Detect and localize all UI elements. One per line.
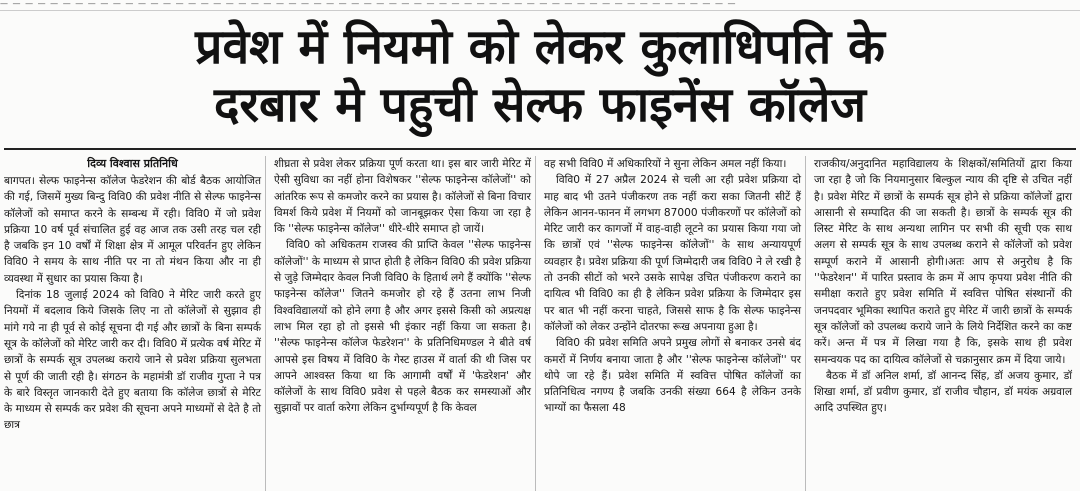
article-paragraph: दिनांक 18 जुलाई 2024 को विवि0 ने मेरिट जारी करते हुए नियमों में बदलाव किये जिसके लिए ना तो कॉलेजों से सुझाव ही मांगे गये ना ही पूर्व से कोई सूचना दी गई और छात्रों के बिना सम्पर्क सूत्र के कॉलेजों को मेरिट जारी कर दी। विवि0 में प्रत्येक वर्ष मेरिट में छात्रों के सम्पर्क सूत्र उपलब्ध कराये जाने से प्रवेश प्रक्रिया सुलभता से पूर्ण की जाती रही है। संगठन के महामंत्री डॉ राजीव गुप्ता ने पत्र के बारे विस्तृत जानकारी देते हुए बताया कि कॉलेज छात्रों से मेरिट के माध्यम से सम्पर्क कर प्रवेश की सूचना अपने माध्यमों से देते है तो छात्र [4, 289, 261, 432]
article-paragraph: बैठक में डॉ अनिल शर्मा, डॉ आनन्द सिंह, डॉ अजय कुमार, डॉ शिखा शर्मा, डॉ प्रवीण कुमार, डॉ राजीव चौहान, डॉ मयंक अग्रवाल आदि उपस्थित हुए। [814, 369, 1072, 415]
headline-line-2: दरबार मे पहुची सेल्फ फाइनेंस कॉलेज [213, 77, 867, 133]
headline-divider [4, 148, 1076, 150]
article-paragraph: विवि0 की प्रवेश समिति अपने प्रमुख लोगों से बनाकर उनसे बंद कमरों में निर्णय बनाया जाता है और ''सेल्फ फाइनेन्स कॉलेजों'' पर थोपे जा रहे हैं। प्रवेश समिति में स्ववित्त पोषित कॉलेजों का प्रतिनिधित्व नगण्य है जबकि उनकी संख्या 664 है लेकिन उनके भाग्यों का फैसला 48 [544, 337, 801, 415]
article-column-4 [814, 156, 1076, 491]
article-body [4, 156, 1076, 491]
article-paragraph: विवि0 में 27 अप्रैल 2024 से चली आ रही प्रवेश प्रक्रिया दो माह बाद भी उतने पंजीकरण तक नहीं करा सका जितनी सीटें हैं लेकिन आनन-फानन में लगभग 87000 पंजीकरणों पर कॉलेजों को मेरिट जारी कर कागजों में वाह-वाही लूटने का प्रयास किया गया जो कि छात्रों एवं ''सेल्फ फाइनेन्स कॉलेजों'' के साथ अन्यायपूर्ण व्यवहार है। प्रवेश प्रक्रिया की पूर्ण जिम्मेदारी जब विवि0 ने ले रखी है तो उनकी सीटों को भरने उसके सापेक्ष उचित पंजीकरण कराने का दायित्व भी विवि0 का ही है लेकिन प्रवेश प्रक्रिया के जिम्मेदार इस पर बात भी नहीं करना चाहते, जिससे साफ है कि सेल्फ फाइनेन्स कॉलेजों को लेकर उन्होंने दोतरफा रूख अपनाया हुआ है। [544, 174, 801, 333]
article-paragraph: वह सभी विवि0 में अधिकारियों ने सुना लेकिन अमल नहीं किया। [544, 158, 787, 170]
article-column-3 [544, 156, 806, 491]
byline: दिव्य विश्वास प्रतिनिधि [87, 157, 178, 170]
article-paragraph: राजकीय/अनुदानित महाविद्यालय के शिक्षकों/समितियों द्वारा किया जा रहा है जो कि नियमानुसार बिल्कुल न्याय की दृष्टि से उचित नहीं है। प्रवेश मेरिट में छात्रों के सम्पर्क सूत्र होने से प्रक्रिया कॉलेजों द्वारा आसानी से सम्पादित की जा सकती है। छात्रों के सम्पर्क सूत्र की लिस्ट मेरिट के साथ अन्यथा लागिन पर सभी की सूची एक साथ अलग से सम्पर्क सूत्र के साथ उपलब्ध कराने से कॉलेजों को प्रवेश सम्पूर्ण कराने में आसानी होगी।अतः आप से अनुरोध है कि ''फेडरेशन'' में पारित प्रस्ताव के क्रम में आप कृपया प्रवेश नीति की समीक्षा कराते हुए प्रवेश समिति में स्ववित्त पोषित संस्थानों की जनपदवार भूमिका स्थापित कराते हुए मेरिट में जारी छात्रों के सम्पर्क सूत्र कॉलेजों को उपलब्ध कराये जाने के लिये निर्देशित करने का कष्ट करें। अन्त में पत्र में लिखा गया है कि, इसके साथ ही प्रवेश समन्वयक पद का दायित्व कॉलेजों से चक्रानुसार क्रम में दिया जाये। [814, 158, 1072, 366]
article-paragraph: विवि0 को अधिकतम राजस्व की प्राप्ति केवल ''सेल्फ फाइनेन्स कॉलेजों'' के माध्यम से प्राप्त होती है लेकिन विवि0 की प्रवेश प्रक्रिया से जुड़े जिम्मेदार केवल निजी विवि0 के हितार्थ लगे हैं क्योंकि ''सेल्फ फाइनेन्स कॉलेज'' जितने कमजोर हो रहे हैं उतना लाभ निजी विश्वविद्यालयों को होने लगा है और अगर इससे किसी को अप्रत्यक्ष लाभ मिल रहा हो तो इससे भी इंकार नहीं किया जा सकता है। ''सेल्फ फाइनेन्स कॉलेज फेडरेशन'' के प्रतिनिधिमण्डल ने बीते वर्ष आपसे इस विषय में विवि0 के गेस्ट हाउस में वार्ता की थी जिस पर आपने आश्वस्त किया था कि आगामी वर्षों में 'फेडरेशन' और कॉलेजों के साथ विवि0 प्रवेश से पहले बैठक कर समस्याओं और सुझावों पर वार्ता करेगा लेकिन दुर्भाग्यपूर्ण है कि केवल [274, 239, 531, 415]
headline-line-1: प्रवेश में नियमो को लेकर कुलाधिपति के [195, 19, 885, 75]
article-paragraph: शीघ्रता से प्रवेश लेकर प्रक्रिया पूर्ण करता था। इस बार जारी मेरिट में ऐसी सुविधा का नहीं होना विशेषकर ''सेल्फ फाइनेन्स कॉलेजों'' को आंतरिक रूप से कमजोर करने का प्रयास है। कॉलेजों से बिना विचार विमर्श किये प्रवेश में नियमों को जानबूझकर ऐसा किया जा रहा है कि ''सेल्फ फाइनेन्स कॉलेज'' धीरे-धीरे समाप्त हो जायें। [274, 158, 531, 236]
article-paragraph: बागपत। सेल्फ फाइनेन्स कॉलेज फेडरेशन की बोर्ड बैठक आयोजित की गई, जिसमें मुख्य बिन्दु विवि0 की प्रवेश नीति से सेल्फ फाइनेन्स कॉलेजों को समाप्त करने के सम्बन्ध में रही। विवि0 में जो प्रवेश प्रक्रिया 10 वर्ष पूर्व संचालित हुई वह आज तक उसी तरह चल रही है जबकि इन 10 वर्षों में शिक्षा क्षेत्र में आमूल परिवर्तन हुए लेकिन विवि0 ने समय के साथ नीति पर ना तो मंथन किया और ना ही व्यवस्था में सुधार का प्रयास किया है। [4, 175, 261, 285]
article-column-2 [274, 156, 536, 491]
top-page-strip: — — — — — — — — — — — — — — — — — — — — — — — — — — — — — — — — — — — — — — — — — — — — — — — — — — — — — — — — — — — [0, 0, 1080, 11]
headline [20, 18, 1060, 134]
article-column-1 [4, 156, 266, 491]
